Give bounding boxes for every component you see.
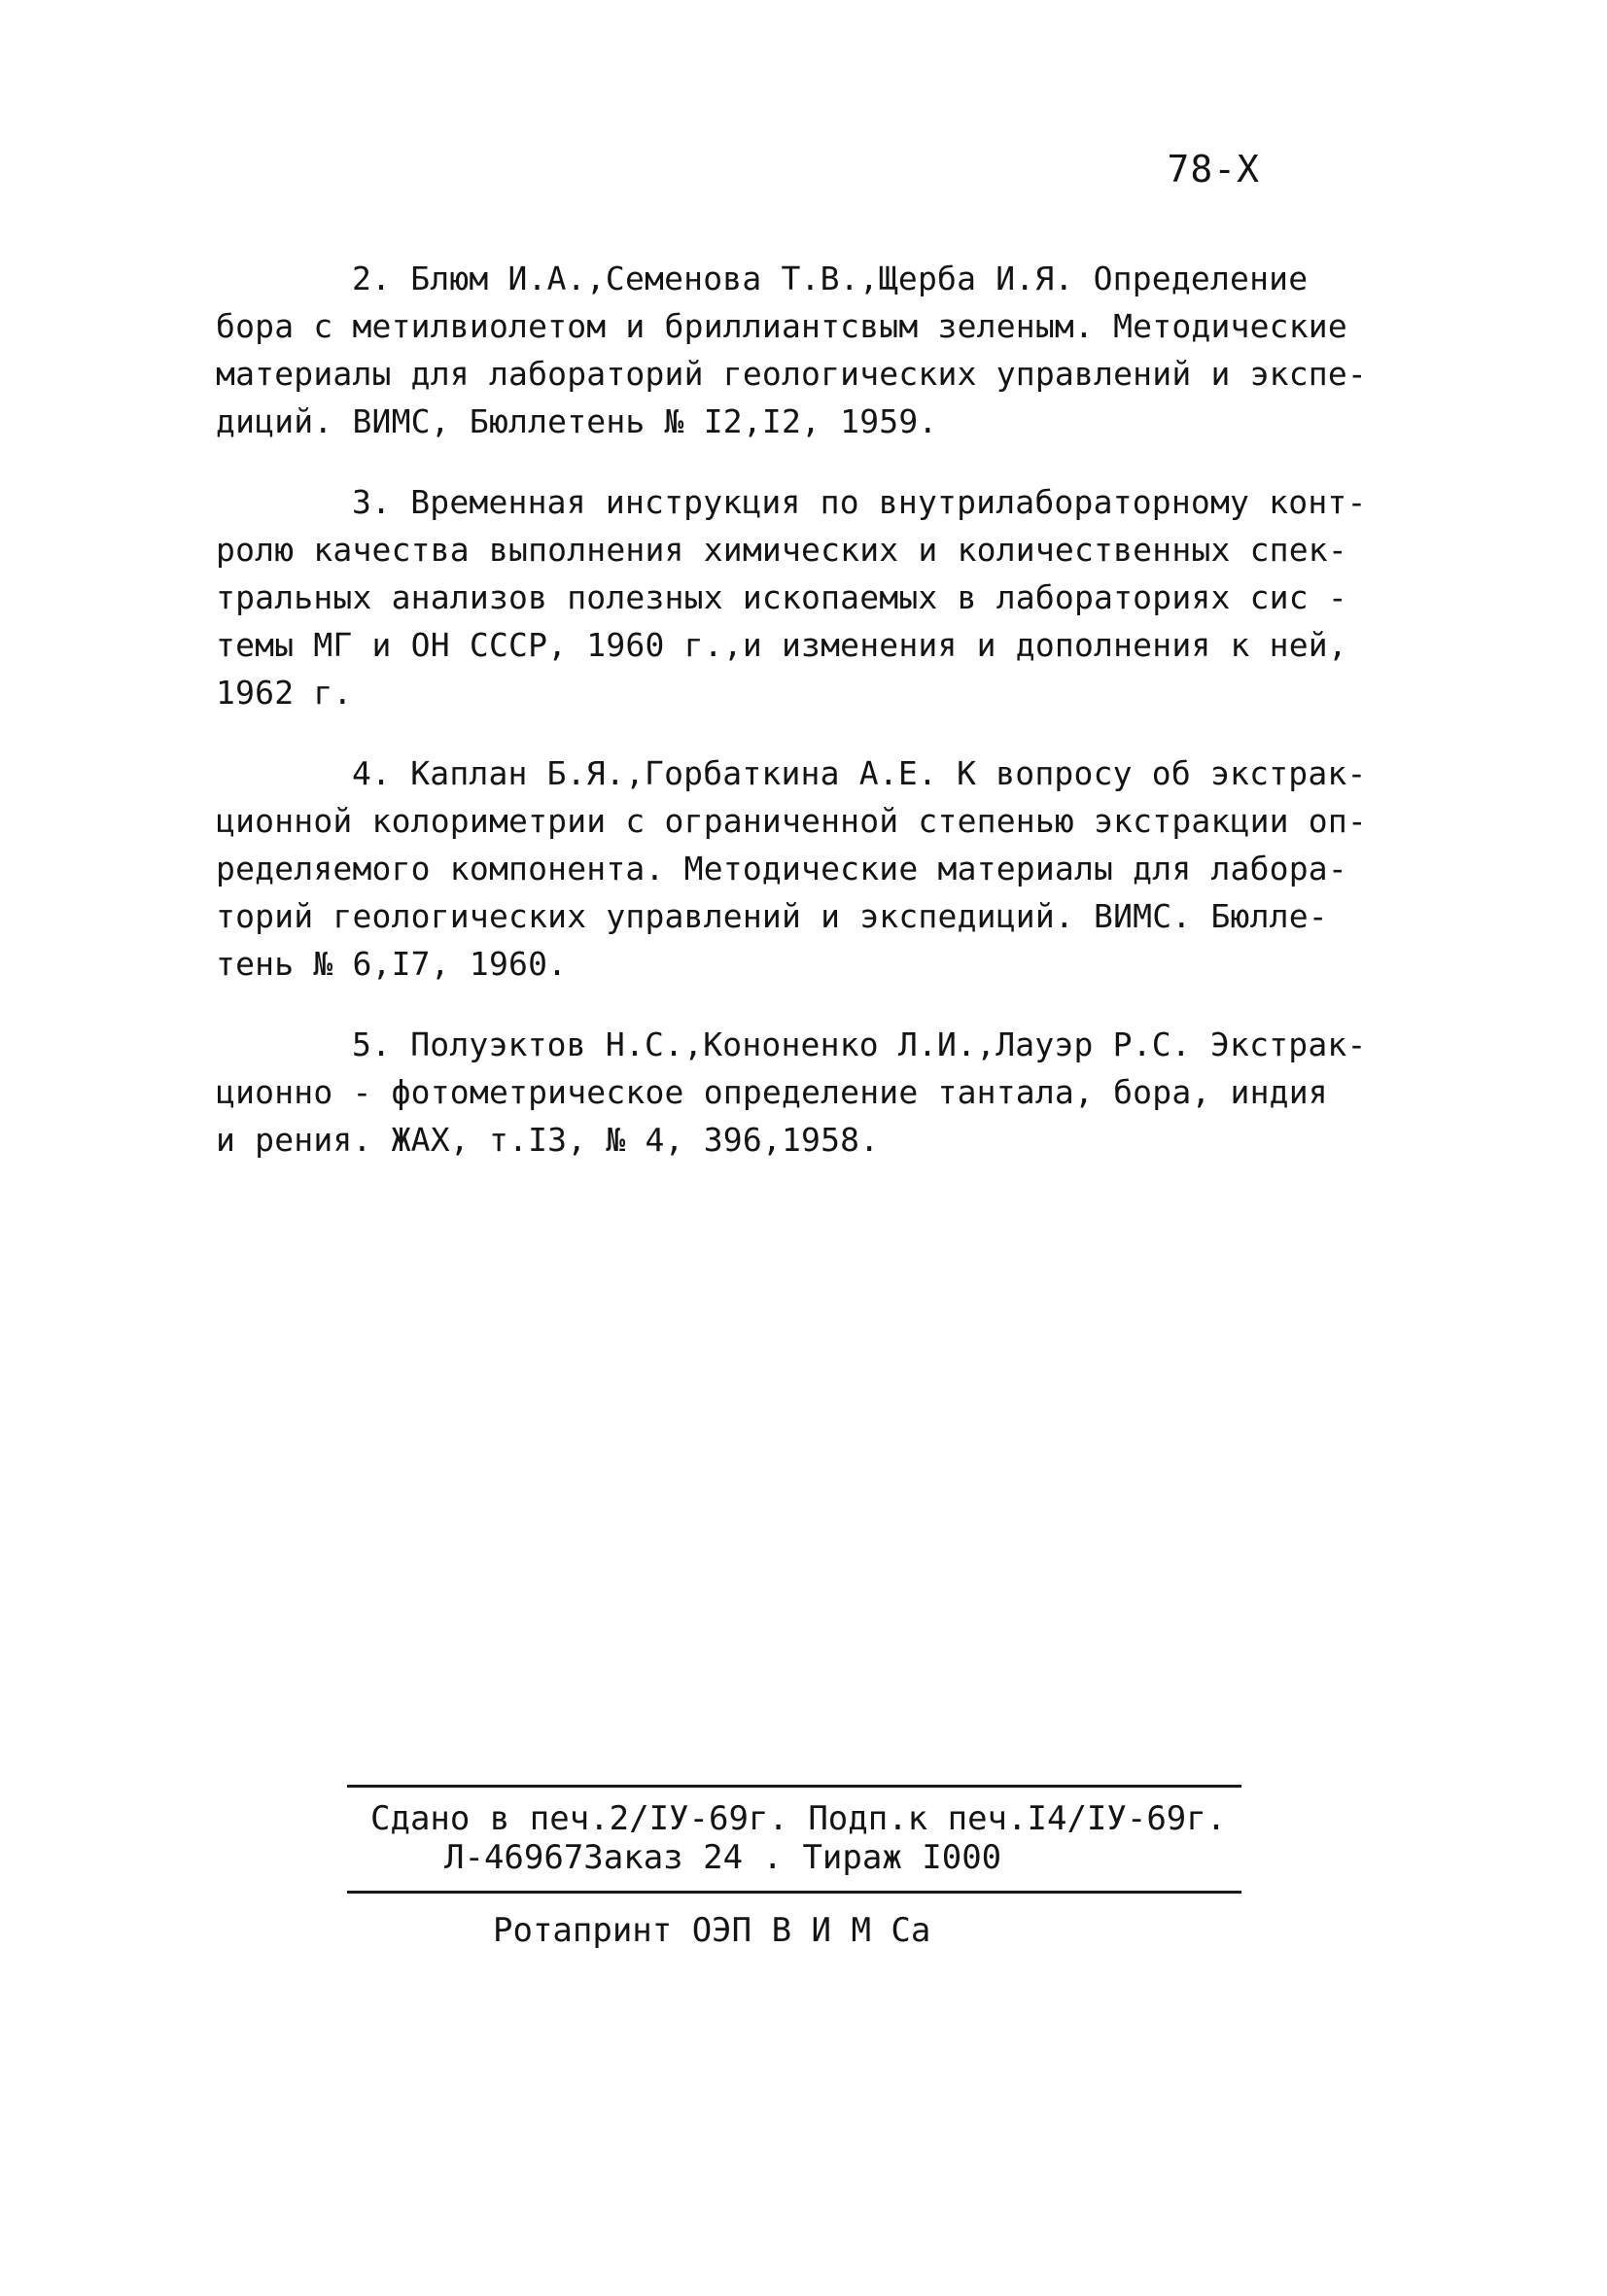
imprint-block: [347, 1785, 1241, 1950]
printer-line: Ротапринт ОЭП В И М Са: [493, 1911, 931, 1950]
imprint-text: [347, 1788, 1241, 1891]
order-print-run-line: Л-46967Заказ 24 . Тираж I000: [444, 1838, 1002, 1877]
bottom-rule: [347, 1891, 1241, 1894]
reference-item-3: 3. Временная инструкция по внутрилабораторному конт- ролю качества выполнения химических и количественных спек- тральных анализов полезных ископаемых в лабораториях сис - темы МГ и ОН СССР, 1960 г.,и изменения и дополнения к ней, 1962 г.: [216, 483, 1367, 712]
reference-item-5: 5. Полуэктов Н.С.,Кононенко Л.И.,Лауэр Р.С. Экстрак- ционно - фотометрическое определение тантала, бора, индия и рения. ЖАХ, т.I3, № 4, 396,1958.: [216, 1026, 1367, 1159]
print-dates-line: Сдано в печ.2/IУ-69г. Подп.к печ.I4/IУ-69г.: [370, 1799, 1227, 1838]
reference-item-2: 2. Блюм И.А.,Семенова Т.В.,Щерба И.Я. Определение бора с метилвиолетом и бриллиантсвым зеленым. Методические материалы для лабораторий геологических управлений и экспе- диций. ВИМС, Бюллетень № I2,I2, 1959.: [216, 260, 1367, 440]
reference-list: [216, 255, 1410, 1197]
page-number: 78-Х: [1167, 148, 1260, 191]
reference-item-4: 4. Каплан Б.Я.,Горбаткина А.Е. К вопросу об экстрак- ционной колориметрии с ограниченной степенью экстракции оп- ределяемого компонента. Методические материалы для лабора- торий геологических управлений и экспедиций. ВИМС. Бюлле- тень № 6,I7, 1960.: [216, 754, 1367, 983]
